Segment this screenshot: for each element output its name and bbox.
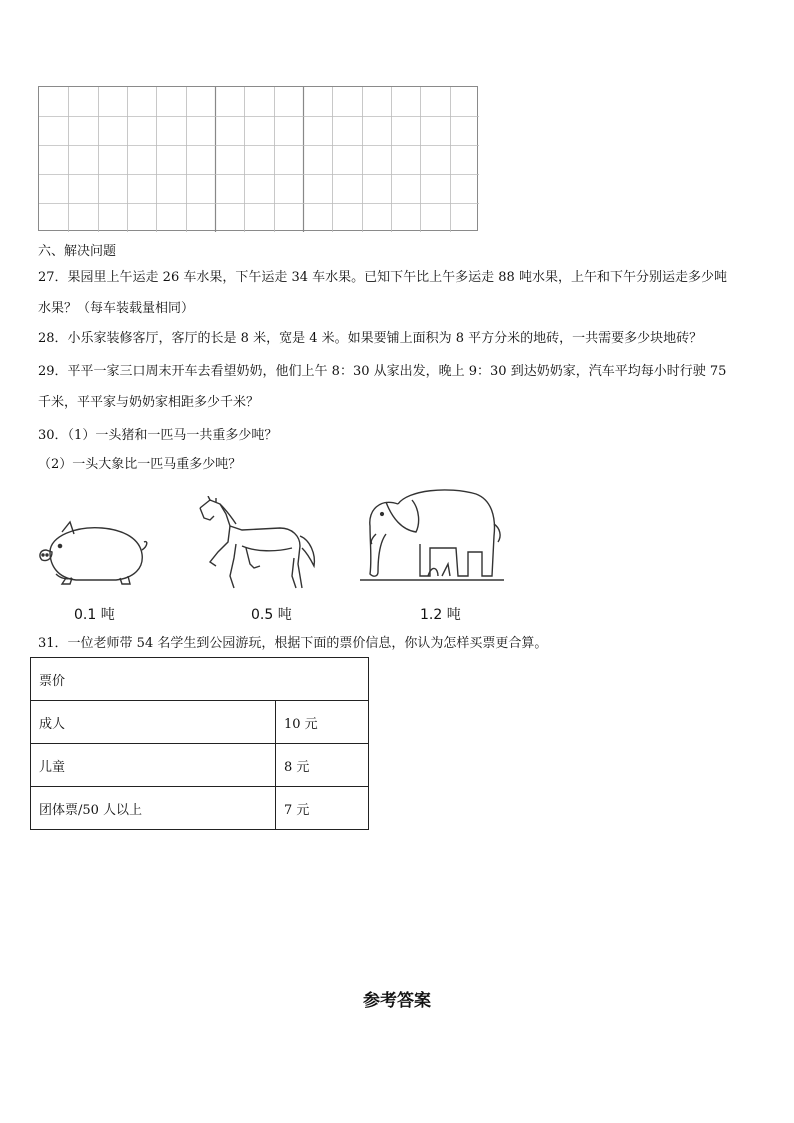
- question-27-line-2: 水果？（每车装载量相同）: [38, 301, 195, 316]
- ticket-price: 8 元: [276, 744, 369, 787]
- table-row: [31, 787, 369, 830]
- question-31: 31．一位老师带 54 名学生到公园游玩，根据下面的票价信息，你认为怎样买票更合算。: [38, 636, 548, 651]
- question-29-line-2: 千米，平平家与奶奶家相距多少千米？: [38, 395, 260, 410]
- ticket-type: 儿童: [31, 744, 276, 787]
- pig-weight: 0.1 吨: [74, 607, 115, 623]
- table-header: 票价: [31, 658, 369, 701]
- question-27-line-1: 27．果园里上午运走 26 车水果，下午运走 34 车水果。已知下午比上午多运走 88 吨水果，上午和下午分别运走多少吨: [38, 270, 727, 285]
- table-row: [31, 701, 369, 744]
- table-row: [31, 744, 369, 787]
- elephant-illustration: [358, 484, 508, 588]
- question-30-part-1: 30．（1）一头猪和一匹马一共重多少吨？: [38, 428, 278, 443]
- elephant-weight: 1.2 吨: [420, 607, 461, 623]
- ticket-type: 成人: [31, 701, 276, 744]
- ticket-price: 10 元: [276, 701, 369, 744]
- question-28: 28．小乐家装修客厅，客厅的长是 8 米，宽是 4 米。如果要铺上面积为 8 平方分米的地砖，一共需要多少块地砖？: [38, 331, 703, 346]
- writing-grid: [38, 86, 478, 231]
- horse-weight: 0.5 吨: [251, 607, 292, 623]
- horse-illustration: [196, 496, 322, 596]
- pig-illustration: [36, 518, 151, 588]
- question-29-line-1: 29．平平一家三口周末开车去看望奶奶，他们上午 8：30 从家出发，晚上 9：30 到达奶奶家，汽车平均每小时行驶 75: [38, 364, 727, 379]
- question-30-part-2: （2）一头大象比一匹马重多少吨？: [38, 457, 242, 472]
- ticket-price: 7 元: [276, 787, 369, 830]
- ticket-price-table: [30, 657, 369, 830]
- table-header-row: [31, 658, 369, 701]
- grid-lines: [39, 87, 479, 232]
- answer-section-title: 参考答案: [363, 991, 431, 1011]
- ticket-type: 团体票/50 人以上: [31, 787, 276, 830]
- section-title: 六、解决问题: [38, 244, 117, 259]
